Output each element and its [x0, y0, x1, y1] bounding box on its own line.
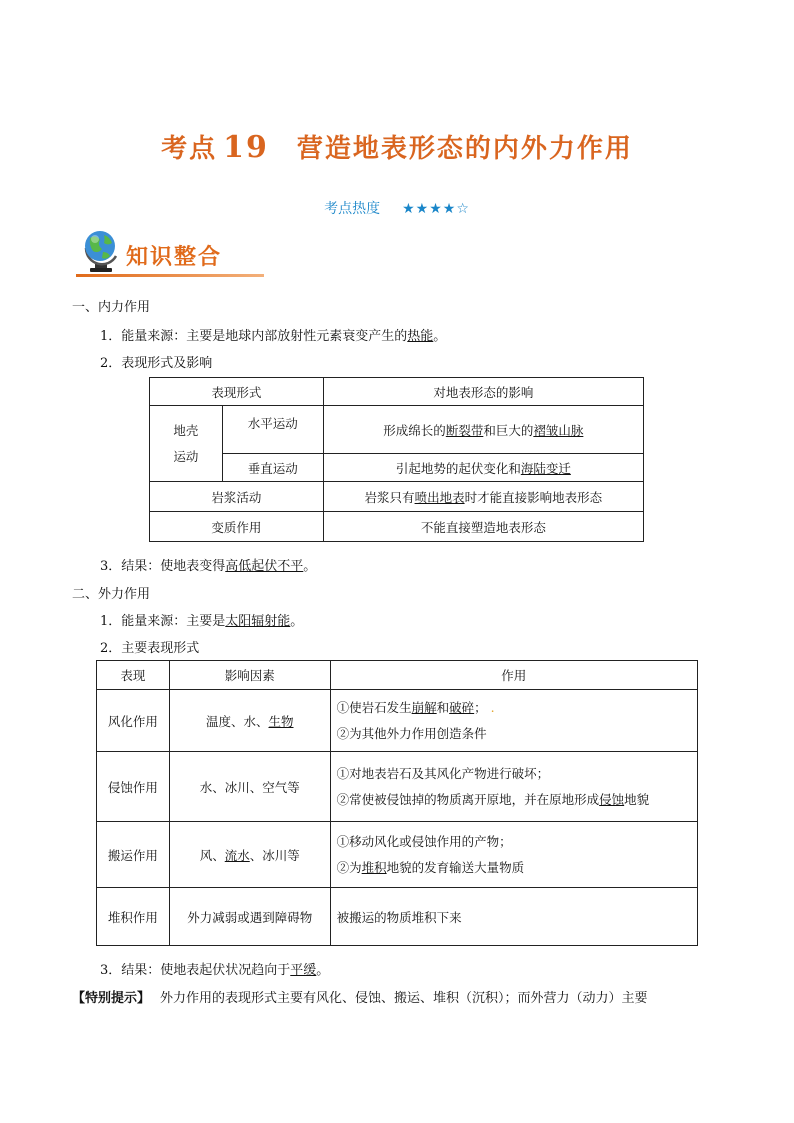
table-cell: 被搬运的物质堆积下来	[330, 888, 697, 946]
cell-text: ②为其他外力作用创造条件	[336, 725, 487, 741]
section2-item1	[100, 610, 303, 629]
table-cell: 水、冰川、空气等	[169, 752, 330, 822]
table-cell: 侵蚀作用	[97, 752, 170, 822]
underlined-text: 堆积	[361, 859, 387, 875]
text: 。	[290, 614, 304, 629]
table-cell	[169, 822, 330, 888]
section1-item1	[100, 325, 446, 344]
page-title	[0, 128, 794, 165]
underlined-text: 生物	[268, 713, 294, 729]
cell-text: 、冰川等	[249, 847, 300, 863]
underlined-text: 太阳辐射能	[225, 614, 291, 629]
text: 。	[433, 329, 447, 344]
table-header: 影响因素	[169, 661, 330, 690]
title-prefix: 考点	[161, 134, 218, 164]
table-cell: 风化作用	[97, 690, 170, 752]
cell-text: 时才能直接影响地表形态	[464, 489, 603, 505]
table-header: 表现	[97, 661, 170, 690]
dot-mark: .	[486, 699, 495, 715]
underlined-text: 断裂带	[445, 422, 484, 438]
underlined-text: 褶皱山脉	[533, 422, 584, 438]
table-cell: 搬运作用	[97, 822, 170, 888]
table-cell: 岩浆活动	[150, 482, 324, 512]
table-cell	[323, 406, 643, 454]
table-header: 对地表形态的影响	[323, 378, 643, 406]
underlined-text: 海陆变迁	[520, 460, 571, 476]
cell-text: ①使岩石发生	[336, 699, 412, 715]
table-cell	[323, 454, 643, 482]
internal-force-table	[149, 377, 644, 542]
text: 。	[316, 963, 330, 978]
table-header: 作用	[330, 661, 697, 690]
text: 。	[303, 559, 317, 574]
underlined-text: 流水	[224, 847, 250, 863]
text: 1．能量来源：主要是	[100, 614, 226, 629]
table-cell: 堆积作用	[97, 888, 170, 946]
table-cell: 变质作用	[150, 512, 324, 542]
underlined-text: 侵蚀	[599, 791, 625, 807]
cell-text: 岩浆只有	[364, 489, 415, 505]
table-cell	[330, 822, 697, 888]
banner-text: 知识整合	[126, 245, 223, 270]
effect-line	[337, 695, 697, 721]
underlined-text: 崩解	[411, 699, 437, 715]
effect-line	[337, 855, 697, 881]
cell-text: ②为	[336, 859, 362, 875]
text: 1．能量来源：主要是地球内部放射性元素衰变产生的	[100, 329, 408, 344]
cell-text: ①对地表岩石及其风化产物进行破坏；	[336, 765, 550, 781]
table-cell	[150, 406, 223, 482]
table-cell	[323, 482, 643, 512]
star-rating: ★★★★☆	[402, 201, 470, 217]
cell-text: 风、	[199, 847, 225, 863]
cell-text: 温度、水、	[205, 713, 269, 729]
table-cell: 水平运动	[222, 406, 323, 454]
section2-item2: 2．主要表现形式	[100, 641, 200, 656]
text: 3．结果：使地表变得	[100, 559, 226, 574]
table-cell: 外力减弱或遇到障碍物	[169, 888, 330, 946]
underlined-text: 平缓	[290, 963, 317, 978]
cell-text: ②常使被侵蚀掉的物质离开原地，并在原地形成	[336, 791, 600, 807]
text: 3．结果：使地表起伏状况趋向于	[100, 963, 291, 978]
cell-text: ①移动风化或侵蚀作用的产物；	[336, 833, 512, 849]
knowledge-banner	[74, 226, 274, 282]
table-header: 表现形式	[150, 378, 324, 406]
table-cell: 垂直运动	[222, 454, 323, 482]
effect-line	[337, 787, 697, 813]
cell-text: 地貌的发育输送大量物质	[386, 859, 525, 875]
section1-item2: 2．表现形式及影响	[100, 356, 213, 371]
table-cell	[330, 752, 697, 822]
underlined-text: 破碎	[449, 699, 475, 715]
section1-heading: 一、内力作用	[72, 300, 151, 315]
cell-text: 地壳	[173, 422, 199, 438]
table-cell	[330, 690, 697, 752]
table-cell	[169, 690, 330, 752]
table-cell: 不能直接塑造地表形态	[323, 512, 643, 542]
globe-icon	[78, 226, 124, 274]
section1-item3	[100, 555, 316, 574]
cell-text: 和巨大的	[483, 422, 534, 438]
cell-text: 运动	[173, 448, 199, 464]
external-force-table	[96, 660, 698, 946]
cell-text: 地貌	[624, 791, 650, 807]
tip-text: 外力作用的表现形式主要有风化、侵蚀、搬运、堆积（沉积）；而外营力（动力）主要	[160, 991, 648, 1006]
cell-text: ；	[474, 699, 487, 715]
tip-label: 【特别提示】	[72, 991, 151, 1006]
underlined-text: 热能	[407, 329, 434, 344]
cell-text: 形成绵长的	[383, 422, 446, 438]
cell-text: 和	[436, 699, 450, 715]
section2-item3	[100, 959, 329, 978]
section2-heading: 二、外力作用	[72, 587, 151, 602]
banner-underline	[76, 274, 264, 277]
title-number: 19	[223, 130, 269, 165]
title-text: 营造地表形态的内外力作用	[296, 134, 633, 164]
special-tip	[72, 987, 648, 1006]
cell-text: 引起地势的起伏变化和	[395, 460, 521, 476]
heat-label: 考点热度	[324, 201, 381, 217]
underlined-text: 喷出地表	[414, 489, 465, 505]
underlined-text: 高低起伏不平	[225, 559, 304, 574]
heat-rating	[0, 198, 794, 218]
